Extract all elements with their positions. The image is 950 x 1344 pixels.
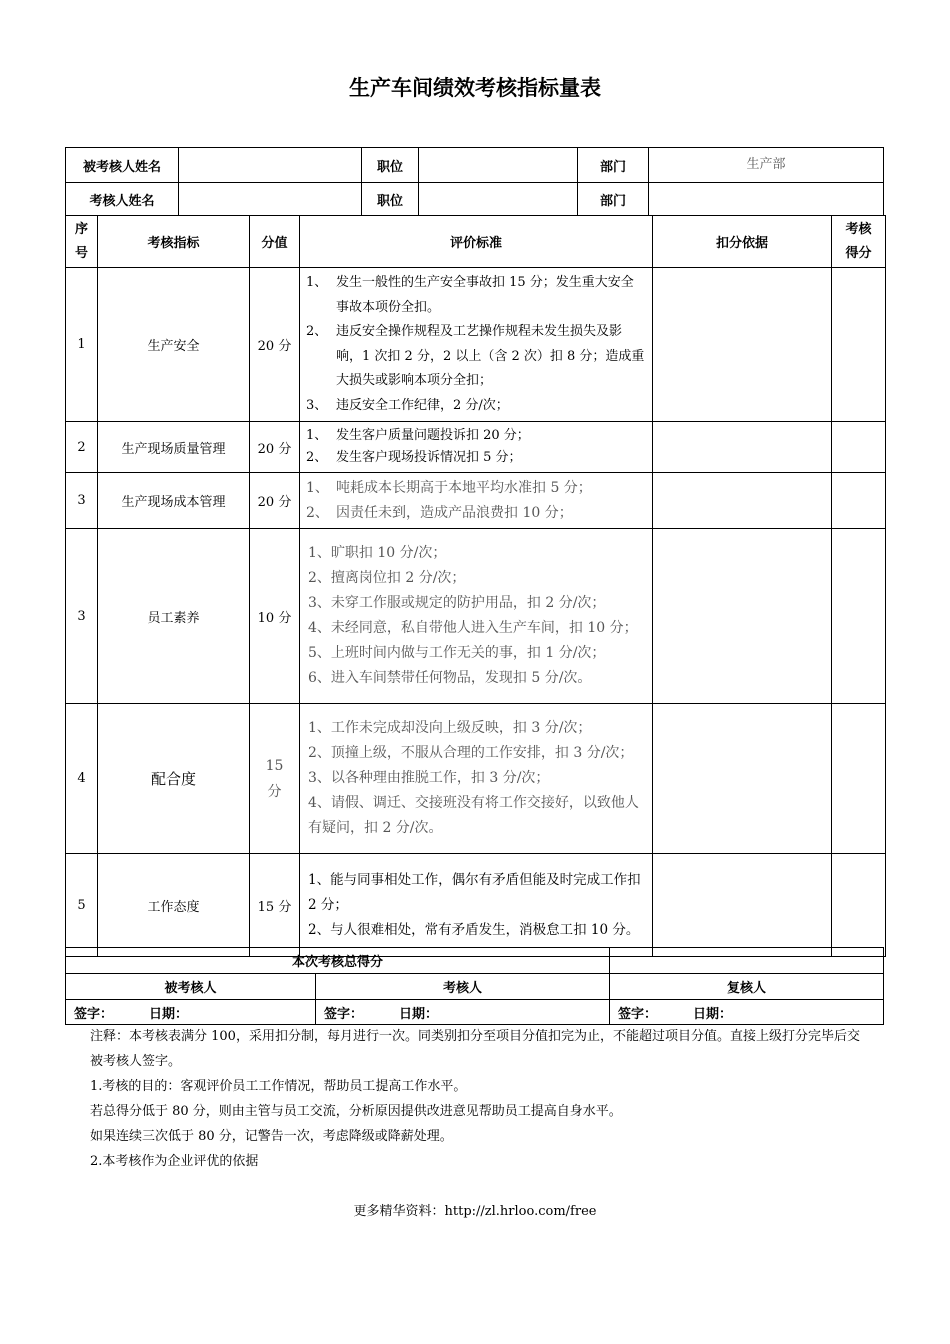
row-criteria: 1、工作未完成却没向上级反映，扣 3 分/次； 2、顶撞上级，不服从合理的工作安排，扣 3 分/次； 3、以各种理由推脱工作，扣 3 分/次； 4、请假、调迁、交接班没有将工作交接好，以致他人有疑问，扣 2 分/次。 xyxy=(300,704,653,854)
note-text: 1.考核的目的：客观评价员工工作情况，帮助员工提高工作水平。 xyxy=(90,1079,467,1094)
assessee-name-field[interactable] xyxy=(179,148,362,183)
row-result-field[interactable] xyxy=(832,854,886,957)
table-row xyxy=(66,268,886,422)
total-score-field[interactable] xyxy=(610,948,884,974)
assessee-position-label: 职位 xyxy=(362,148,419,183)
row-score: 10 分 xyxy=(250,529,300,704)
row-score: 15 分 xyxy=(250,704,300,854)
row-basis-field[interactable] xyxy=(653,854,832,957)
footer-link-text: 更多精华资料：http://zl.hrloo.com/free xyxy=(353,1204,597,1219)
row-score: 15 分 xyxy=(250,854,300,957)
row-result-field[interactable] xyxy=(832,529,886,704)
row-criteria: 1、旷职扣 10 分/次； 2、擅离岗位扣 2 分/次； 3、未穿工作服或规定的防护用品，扣 2 分/次； 4、未经同意，私自带他人进入生产车间，扣 10 分； 5、上班时间内做与工作无关的事，扣 1 分/次； 6、进入车间禁带任何物品，发现扣 5 分/次。 xyxy=(300,529,653,704)
row-indicator: 员工素养 xyxy=(98,529,250,704)
row-basis-field[interactable] xyxy=(653,704,832,854)
col-seq-a: 序 xyxy=(74,221,88,237)
col-score: 分值 xyxy=(250,216,300,268)
assessee-name-label: 被考核人姓名 xyxy=(66,148,179,183)
note-text: 2.本考核作为企业评优的依据 xyxy=(90,1154,259,1169)
table-row xyxy=(66,473,886,529)
col-basis: 扣分依据 xyxy=(653,216,832,268)
assessee-signature-field[interactable]: 签字： 日期： xyxy=(66,1000,316,1025)
row-seq: 2 xyxy=(66,422,98,473)
note-text: 注释：本考核表满分 100，采用扣分制，每月进行一次。同类别扣分至项目分值扣完为止，不能超过项目分值。直接上级打分完毕后交被考核人签字。 xyxy=(90,1029,860,1069)
signer-assessee: 被考核人 xyxy=(66,974,316,1000)
assessee-position-field[interactable] xyxy=(419,148,578,183)
assessor-dept-field[interactable] xyxy=(649,183,884,216)
assessor-position-label: 职位 xyxy=(362,183,419,216)
row-indicator: 生产现场成本管理 xyxy=(98,473,250,529)
summary-table xyxy=(65,947,884,1025)
signer-reviewer: 复核人 xyxy=(610,974,884,1000)
row-score: 20 分 xyxy=(250,268,300,422)
row-criteria: 1、 发生一般性的生产安全事故扣 15 分；发生重大安全事故本项份全扣。 2、 违反安全操作规程及工艺操作规程未发生损失及影响，1 次扣 2 分，2 以上（含 2 次）扣 8 分；造成重大损失或影响本项分全扣； 3、 违反安全工作纪律，2 分/次； xyxy=(300,268,653,422)
reviewer-signature-field[interactable]: 签字： 日期： xyxy=(610,1000,884,1025)
assessor-name-field[interactable] xyxy=(179,183,362,216)
header-info-table xyxy=(65,147,884,216)
col-result-b: 得分 xyxy=(845,245,872,261)
row-seq: 5 xyxy=(66,854,98,957)
table-row xyxy=(66,854,886,957)
row-result-field[interactable] xyxy=(832,704,886,854)
row-result-field[interactable] xyxy=(832,422,886,473)
row-criteria: 1、 吨耗成本长期高于本地平均水准扣 5 分； 2、 因责任未到，造成产品浪费扣 10 分； xyxy=(300,473,653,529)
assessor-name-label: 考核人姓名 xyxy=(66,183,179,216)
col-result-a: 考核 xyxy=(845,221,872,237)
assessment-table xyxy=(65,215,886,957)
signer-assessor: 考核人 xyxy=(316,974,610,1000)
row-basis-field[interactable] xyxy=(653,529,832,704)
row-indicator: 配合度 xyxy=(98,704,250,854)
col-indicator: 考核指标 xyxy=(98,216,250,268)
row-seq: 1 xyxy=(66,268,98,422)
assessor-position-field[interactable] xyxy=(419,183,578,216)
assessee-dept-field[interactable]: 生产部 xyxy=(649,148,884,183)
total-score-label: 本次考核总得分 xyxy=(66,948,610,974)
table-row xyxy=(66,529,886,704)
row-seq: 4 xyxy=(66,704,98,854)
assessee-dept-label: 部门 xyxy=(578,148,649,183)
row-basis-field[interactable] xyxy=(653,473,832,529)
row-result-field[interactable] xyxy=(832,473,886,529)
document-title: 生产车间绩效考核指标量表 xyxy=(349,76,601,100)
table-row xyxy=(66,704,886,854)
note-text: 若总得分低于 80 分，则由主管与员工交流，分析原因提供改进意见帮助员工提高自身水平。 xyxy=(90,1104,622,1119)
notes-section xyxy=(90,1024,870,1174)
row-score: 20 分 xyxy=(250,473,300,529)
assessor-dept-label: 部门 xyxy=(578,183,649,216)
row-indicator: 工作态度 xyxy=(98,854,250,957)
row-seq: 3 xyxy=(66,473,98,529)
note-text: 如果连续三次低于 80 分，记警告一次，考虑降级或降薪处理。 xyxy=(90,1129,453,1144)
table-row xyxy=(66,422,886,473)
row-seq: 3 xyxy=(66,529,98,704)
col-seq-b: 号 xyxy=(74,245,88,261)
row-basis-field[interactable] xyxy=(653,268,832,422)
row-result-field[interactable] xyxy=(832,268,886,422)
row-criteria: 1、 发生客户质量问题投诉扣 20 分； 2、 发生客户现场投诉情况扣 5 分； xyxy=(300,422,653,473)
row-indicator: 生产现场质量管理 xyxy=(98,422,250,473)
row-basis-field[interactable] xyxy=(653,422,832,473)
col-criteria: 评价标准 xyxy=(300,216,653,268)
table-header-row xyxy=(66,216,886,268)
assessor-signature-field[interactable]: 签字： 日期： xyxy=(316,1000,610,1025)
row-score: 20 分 xyxy=(250,422,300,473)
row-indicator: 生产安全 xyxy=(98,268,250,422)
row-criteria: 1、能与同事相处工作，偶尔有矛盾但能及时完成工作扣 2 分； 2、与人很难相处，常有矛盾发生，消极怠工扣 10 分。 xyxy=(300,854,653,957)
